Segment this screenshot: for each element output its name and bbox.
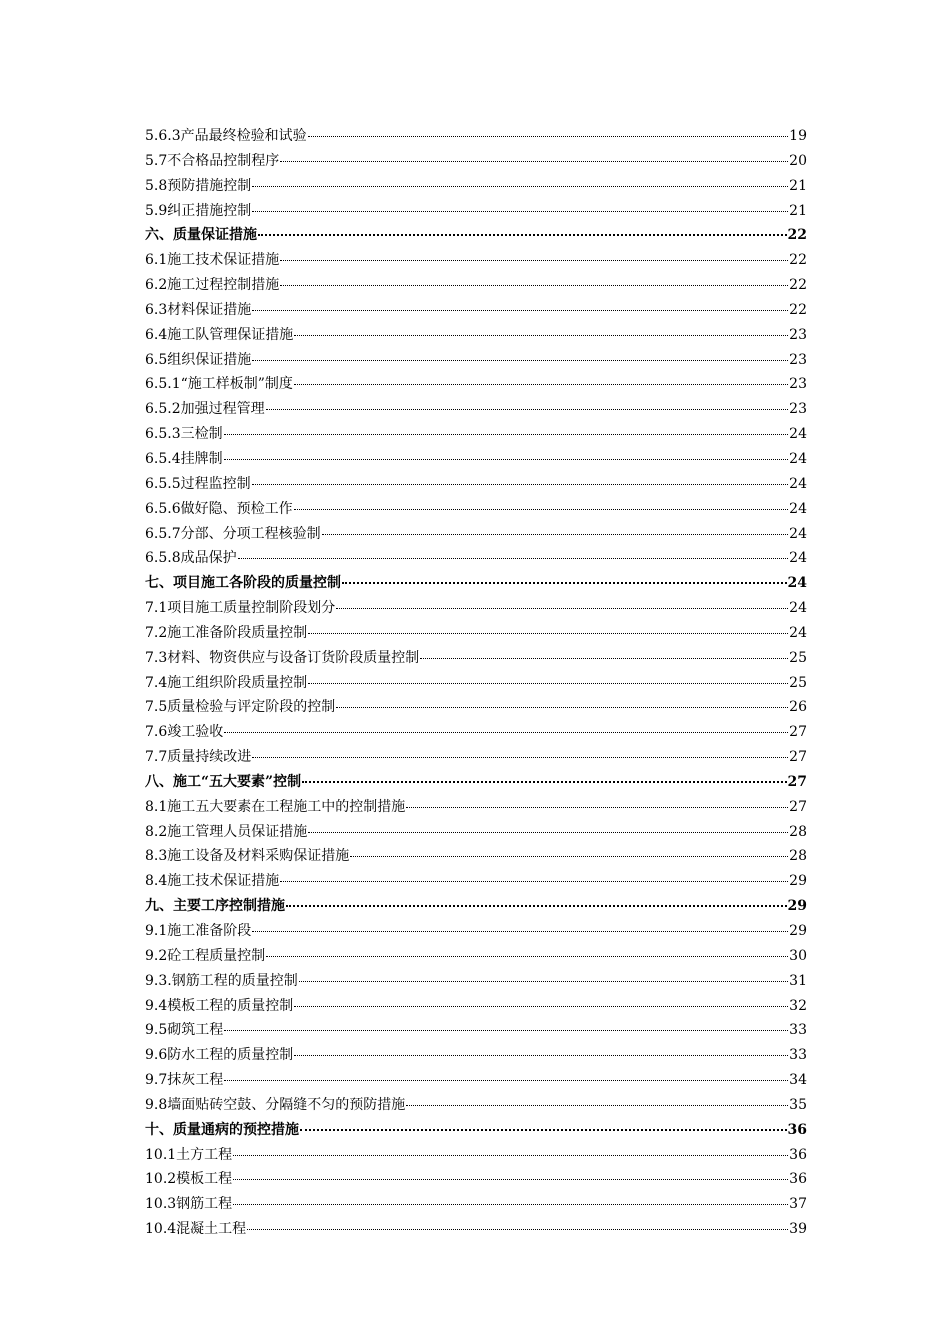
toc-entry[interactable] bbox=[145, 522, 807, 547]
toc-page-number: 22 bbox=[789, 252, 807, 269]
toc-page-number: 36 bbox=[789, 1146, 807, 1163]
toc-entry[interactable] bbox=[145, 596, 807, 621]
toc-entry-title: 8.4施工技术保证措施 bbox=[145, 873, 280, 890]
toc-entry[interactable] bbox=[145, 1143, 807, 1168]
toc-page-number: 30 bbox=[789, 947, 807, 964]
toc-dot-leader bbox=[224, 731, 788, 733]
toc-dot-leader bbox=[247, 1228, 788, 1230]
toc-dot-leader bbox=[302, 780, 786, 783]
toc-dot-leader bbox=[300, 1128, 787, 1131]
toc-page-number: 22 bbox=[789, 277, 807, 294]
toc-page-number: 24 bbox=[789, 624, 807, 641]
toc-entry-title: 七、项目施工各阶段的质量控制 bbox=[145, 575, 341, 592]
toc-entry[interactable] bbox=[145, 720, 807, 745]
toc-entry[interactable] bbox=[145, 472, 807, 497]
toc-entry-title: 8.1施工五大要素在工程施工中的控制措施 bbox=[145, 798, 406, 815]
toc-page-number: 24 bbox=[789, 500, 807, 517]
toc-entry[interactable] bbox=[145, 397, 807, 422]
toc-dot-leader bbox=[286, 904, 787, 907]
toc-page-number: 28 bbox=[789, 823, 807, 840]
toc-page-number: 24 bbox=[789, 550, 807, 567]
toc-dot-leader bbox=[350, 855, 788, 857]
toc-entry-title: 十、质量通病的预控措施 bbox=[145, 1121, 299, 1138]
toc-entry-title: 9.1施工准备阶段 bbox=[145, 923, 252, 939]
table-of-contents bbox=[145, 124, 807, 1242]
toc-entry[interactable] bbox=[145, 372, 807, 397]
toc-entry-title: 7.3材料、物资供应与设备订货阶段质量控制 bbox=[145, 649, 420, 666]
toc-entry-title: 八、施工“五大要素”控制 bbox=[145, 773, 302, 790]
toc-entry[interactable] bbox=[145, 447, 807, 472]
toc-dot-leader bbox=[322, 533, 789, 535]
toc-entry-title: 10.4混凝土工程 bbox=[145, 1221, 247, 1238]
toc-dot-leader bbox=[258, 233, 787, 236]
toc-entry[interactable] bbox=[145, 248, 807, 273]
toc-dot-leader bbox=[266, 408, 789, 410]
toc-page-number: 24 bbox=[789, 450, 807, 467]
toc-entry-title: 9.7抹灰工程 bbox=[145, 1072, 224, 1089]
toc-dot-leader bbox=[252, 309, 788, 311]
toc-page-number: 20 bbox=[789, 152, 807, 169]
toc-entry-title: 8.3施工设备及材料采购保证措施 bbox=[145, 848, 350, 865]
toc-entry[interactable] bbox=[145, 199, 807, 224]
toc-chapter-entry[interactable] bbox=[145, 223, 807, 248]
toc-entry-title: 7.7质量持续改进 bbox=[145, 749, 252, 766]
toc-entry-title: 6.5.3三检制 bbox=[145, 426, 223, 443]
toc-dot-leader bbox=[336, 607, 788, 609]
toc-page-number: 29 bbox=[789, 873, 807, 890]
toc-entry-title: 5.7不合格品控制程序 bbox=[145, 152, 280, 169]
toc-dot-leader bbox=[294, 334, 788, 336]
toc-dot-leader bbox=[252, 483, 789, 485]
toc-dot-leader bbox=[224, 433, 789, 435]
toc-page-number: 23 bbox=[789, 376, 807, 393]
toc-entry[interactable] bbox=[145, 273, 807, 298]
toc-dot-leader bbox=[266, 955, 788, 957]
toc-entry-title: 6.5.6做好隐、预检工作 bbox=[145, 500, 293, 517]
toc-dot-leader bbox=[252, 359, 788, 361]
toc-chapter-entry[interactable] bbox=[145, 770, 807, 795]
toc-dot-leader bbox=[342, 581, 787, 584]
toc-entry-title: 6.5.4挂牌制 bbox=[145, 450, 223, 467]
toc-page-number: 33 bbox=[789, 1022, 807, 1039]
toc-entry[interactable] bbox=[145, 1043, 807, 1068]
toc-dot-leader bbox=[252, 210, 788, 212]
toc-entry-title: 九、主要工序控制措施 bbox=[145, 898, 285, 915]
toc-page-number: 22 bbox=[789, 301, 807, 318]
toc-dot-leader bbox=[280, 259, 788, 261]
toc-entry-title: 5.8预防措施控制 bbox=[145, 177, 252, 194]
toc-dot-leader bbox=[294, 1054, 788, 1056]
toc-entry[interactable] bbox=[145, 546, 807, 571]
toc-entry[interactable] bbox=[145, 969, 807, 994]
toc-chapter-entry[interactable] bbox=[145, 894, 807, 919]
toc-entry[interactable] bbox=[145, 919, 807, 944]
toc-dot-leader bbox=[233, 1203, 788, 1205]
toc-entry-title: 7.1项目施工质量控制阶段划分 bbox=[145, 600, 336, 617]
toc-page-number: 23 bbox=[789, 351, 807, 368]
toc-entry-title: 6.4施工队管理保证措施 bbox=[145, 326, 294, 343]
toc-page-number: 35 bbox=[789, 1096, 807, 1113]
toc-dot-leader bbox=[308, 831, 788, 833]
toc-entry-title: 6.5.2加强过程管理 bbox=[145, 401, 265, 418]
toc-entry-title: 10.1土方工程 bbox=[145, 1146, 233, 1163]
toc-entry[interactable] bbox=[145, 671, 807, 696]
toc-dot-leader bbox=[280, 880, 788, 882]
toc-dot-leader bbox=[252, 930, 788, 932]
toc-entry-title: 六、质量保证措施 bbox=[145, 227, 257, 244]
toc-entry[interactable] bbox=[145, 1093, 807, 1118]
toc-chapter-entry[interactable] bbox=[145, 571, 807, 596]
toc-dot-leader bbox=[224, 458, 789, 460]
toc-entry-title: 6.5.1“施工样板制”制度 bbox=[145, 376, 293, 393]
toc-entry-title: 6.3材料保证措施 bbox=[145, 301, 252, 318]
toc-entry[interactable] bbox=[145, 422, 807, 447]
toc-entry-title: 9.2砼工程质量控制 bbox=[145, 947, 266, 964]
toc-dot-leader bbox=[224, 1029, 788, 1031]
toc-page-number: 28 bbox=[789, 848, 807, 865]
toc-entry-title: 6.5.5过程监控制 bbox=[145, 475, 251, 492]
toc-entry[interactable] bbox=[145, 1167, 807, 1192]
toc-page-number: 39 bbox=[789, 1221, 807, 1238]
toc-dot-leader bbox=[280, 160, 788, 162]
toc-entry-title: 6.5.8成品保护 bbox=[145, 550, 237, 567]
toc-entry[interactable] bbox=[145, 1018, 807, 1043]
toc-page-number: 29 bbox=[787, 898, 807, 915]
toc-dot-leader bbox=[280, 284, 788, 286]
toc-entry[interactable] bbox=[145, 124, 807, 149]
toc-entry-title: 7.4施工组织阶段质量控制 bbox=[145, 674, 308, 691]
toc-dot-leader bbox=[336, 706, 788, 708]
toc-page-number: 32 bbox=[789, 997, 807, 1014]
toc-entry[interactable] bbox=[145, 1068, 807, 1093]
toc-dot-leader bbox=[308, 632, 788, 634]
toc-entry[interactable] bbox=[145, 174, 807, 199]
toc-entry[interactable] bbox=[145, 149, 807, 174]
toc-entry[interactable] bbox=[145, 646, 807, 671]
toc-page-number: 27 bbox=[789, 798, 807, 815]
toc-page-number: 31 bbox=[789, 972, 807, 989]
toc-entry[interactable] bbox=[145, 944, 807, 969]
toc-page-number: 21 bbox=[789, 202, 807, 219]
toc-entry-title: 9.3.钢筋工程的质量控制 bbox=[145, 972, 298, 989]
toc-entry-title: 6.2施工过程控制措施 bbox=[145, 277, 280, 294]
toc-entry-title: 6.5.7分部、分项工程核验制 bbox=[145, 525, 321, 542]
toc-entry[interactable] bbox=[145, 745, 807, 770]
toc-page-number: 26 bbox=[789, 699, 807, 716]
toc-entry[interactable] bbox=[145, 621, 807, 646]
toc-page-number: 21 bbox=[789, 177, 807, 194]
toc-entry-title: 6.5组织保证措施 bbox=[145, 351, 252, 368]
toc-dot-leader bbox=[252, 756, 788, 758]
toc-dot-leader bbox=[299, 980, 788, 982]
toc-entry[interactable] bbox=[145, 695, 807, 720]
toc-dot-leader bbox=[238, 557, 789, 559]
toc-entry-title: 5.9纠正措施控制 bbox=[145, 202, 252, 219]
toc-dot-leader bbox=[308, 682, 788, 684]
toc-entry[interactable] bbox=[145, 1217, 807, 1242]
toc-page-number: 23 bbox=[789, 401, 807, 418]
toc-entry[interactable] bbox=[145, 348, 807, 373]
toc-dot-leader bbox=[294, 1005, 788, 1007]
toc-entry-title: 9.6防水工程的质量控制 bbox=[145, 1047, 294, 1064]
toc-entry-title: 10.2模板工程 bbox=[145, 1171, 233, 1188]
toc-entry-title: 6.1施工技术保证措施 bbox=[145, 252, 280, 269]
toc-page-number: 25 bbox=[789, 674, 807, 691]
toc-page-number: 24 bbox=[789, 600, 807, 617]
toc-page-number: 27 bbox=[789, 724, 807, 741]
toc-dot-leader bbox=[233, 1154, 788, 1156]
toc-entry[interactable] bbox=[145, 844, 807, 869]
toc-page-number: 23 bbox=[789, 326, 807, 343]
toc-entry-title: 9.4模板工程的质量控制 bbox=[145, 997, 294, 1014]
toc-entry[interactable] bbox=[145, 323, 807, 348]
toc-entry[interactable] bbox=[145, 994, 807, 1019]
toc-page-number: 24 bbox=[789, 525, 807, 542]
toc-entry-title: 7.5质量检验与评定阶段的控制 bbox=[145, 699, 336, 716]
toc-entry[interactable] bbox=[145, 795, 807, 820]
toc-entry-title: 8.2施工管理人员保证措施 bbox=[145, 823, 308, 840]
toc-page-number: 27 bbox=[787, 773, 807, 790]
toc-page-number: 29 bbox=[789, 923, 807, 939]
toc-entry[interactable] bbox=[145, 820, 807, 845]
toc-page-number: 27 bbox=[789, 749, 807, 766]
toc-entry-title: 9.5砌筑工程 bbox=[145, 1022, 224, 1039]
toc-entry-title: 7.2施工准备阶段质量控制 bbox=[145, 624, 308, 641]
toc-chapter-entry[interactable] bbox=[145, 1118, 807, 1143]
toc-entry[interactable] bbox=[145, 497, 807, 522]
toc-dot-leader bbox=[420, 657, 788, 659]
toc-entry[interactable] bbox=[145, 298, 807, 323]
toc-page-number: 22 bbox=[787, 227, 807, 244]
toc-dot-leader bbox=[294, 383, 788, 385]
toc-page-number: 34 bbox=[789, 1072, 807, 1089]
toc-dot-leader bbox=[233, 1178, 788, 1180]
toc-entry[interactable] bbox=[145, 869, 807, 894]
toc-page-number: 33 bbox=[789, 1047, 807, 1064]
toc-dot-leader bbox=[294, 508, 789, 510]
toc-page-number: 25 bbox=[789, 649, 807, 666]
toc-entry-title: 10.3钢筋工程 bbox=[145, 1196, 233, 1213]
toc-page-number: 19 bbox=[789, 128, 807, 144]
toc-dot-leader bbox=[252, 185, 788, 187]
toc-page-number: 36 bbox=[787, 1121, 807, 1138]
toc-page-number: 36 bbox=[789, 1171, 807, 1188]
toc-dot-leader bbox=[406, 1104, 788, 1106]
toc-entry-title: 9.8墙面贴砖空鼓、分隔缝不匀的预防措施 bbox=[145, 1096, 406, 1113]
toc-dot-leader bbox=[308, 135, 789, 137]
toc-page-number: 24 bbox=[789, 426, 807, 443]
toc-entry[interactable] bbox=[145, 1192, 807, 1217]
toc-page-number: 24 bbox=[787, 575, 807, 592]
toc-entry-title: 7.6竣工验收 bbox=[145, 724, 224, 741]
toc-entry-title: 5.6.3产品最终检验和试验 bbox=[145, 128, 307, 144]
toc-page-number: 24 bbox=[789, 475, 807, 492]
toc-page-number: 37 bbox=[789, 1196, 807, 1213]
toc-dot-leader bbox=[406, 806, 788, 808]
toc-dot-leader bbox=[224, 1079, 788, 1081]
